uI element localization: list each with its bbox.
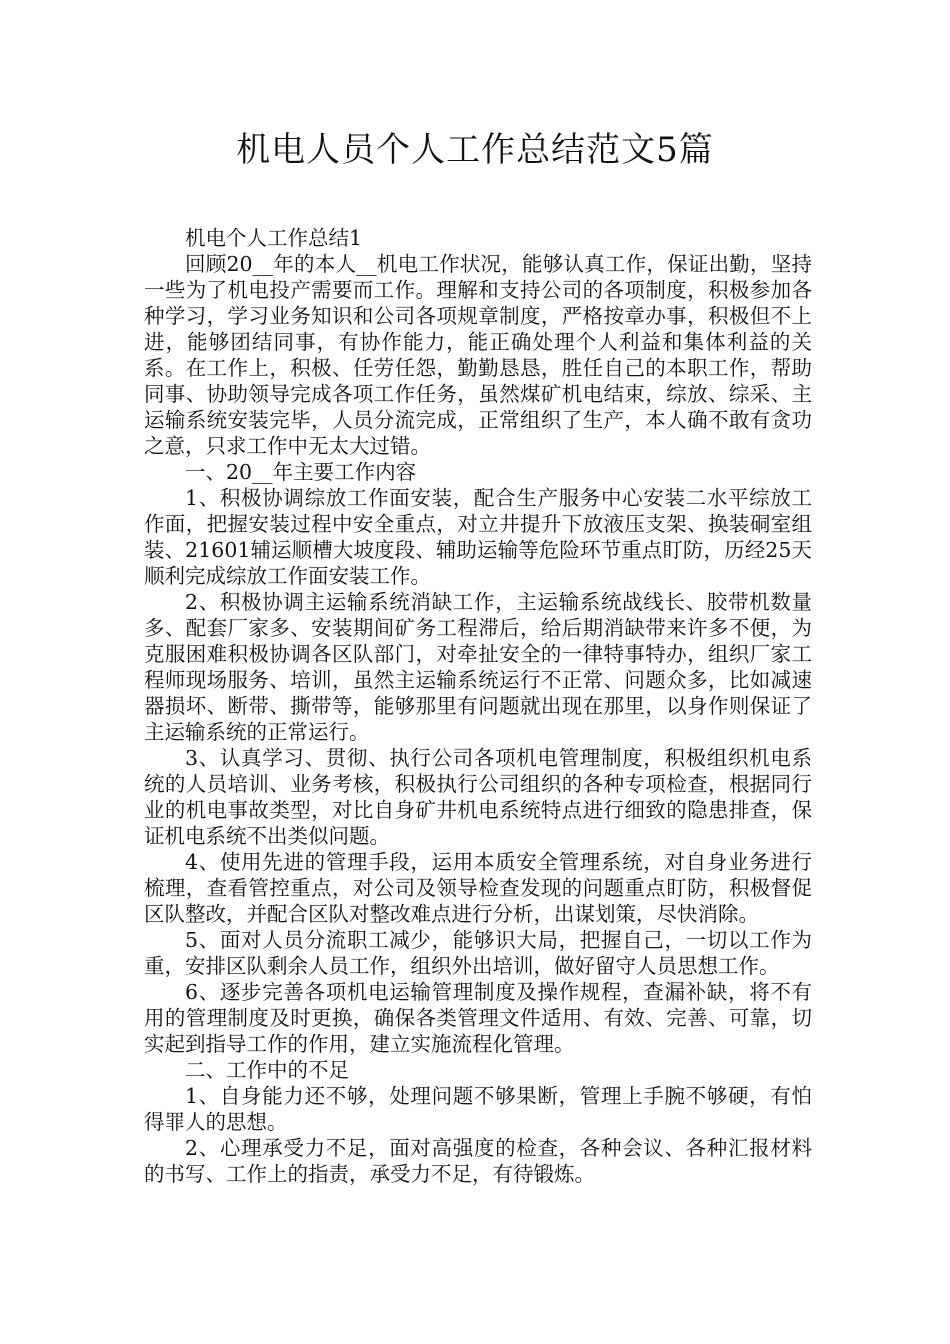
paragraph: 4、使用先进的管理手段，运用本质安全管理系统，对自身业务进行梳理，查看管控重点，对公司及领导检查发现的问题重点盯防，积极督促区队整改，并配合区队对整改难点进行分析，出谋划策，尽快消除。 — [144, 850, 812, 926]
paragraph: 1、积极协调综放工作面安装，配合生产服务中心安装二水平综放工作面，把握安装过程中安全重点，对立井提升下放液压支架、换装硐室组装、21601辅运顺槽大坡度段、辅助运输等危险环节重点盯防，历经25天顺利完成综放工作面安装工作。 — [144, 486, 812, 588]
paragraph: 5、面对人员分流职工减少，能够识大局，把握自己，一切以工作为重，安排区队剩余人员工作，组织外出培训，做好留守人员思想工作。 — [144, 928, 812, 978]
document-body — [144, 225, 812, 1187]
document-title: 机电人员个人工作总结范文5篇 — [236, 130, 714, 170]
paragraph: 3、认真学习、贯彻、执行公司各项机电管理制度，积极组织机电系统的人员培训、业务考核，积极执行公司组织的各种专项检查，根据同行业的机电事故类型，对比自身矿井机电系统特点进行细致的隐患排查，保证机电系统不出类似问题。 — [144, 746, 812, 848]
paragraph: 6、逐步完善各项机电运输管理制度及操作规程，查漏补缺，将不有用的管理制度及时更换，确保各类管理文件适用、有效、完善、可靠，切实起到指导工作的作用，建立实施流程化管理。 — [144, 980, 812, 1056]
section-heading: 二、工作中的不足 — [185, 1058, 349, 1082]
paragraph: 2、积极协调主运输系统消缺工作，主运输系统战线长、胶带机数量多、配套厂家多、安装期间矿务工程滞后，给后期消缺带来许多不便，为克服困难积极协调各区队部门，对牵扯安全的一律特事特办，组织厂家工程师现场服务、培训，虽然主运输系统运行不正常、问题众多，比如减速器损坏、断带、撕带等，能够那里有问题就出现在那里，以身作则保证了主运输系统的正常运行。 — [144, 590, 812, 744]
paragraph: 2、心理承受力不足，面对高强度的检查，各种会议、各种汇报材料的书写、工作上的指责，承受力不足，有待锻炼。 — [144, 1136, 812, 1186]
paragraph: 回顾20__年的本人__机电工作状况，能够认真工作，保证出勤，坚持一些为了机电投产需要而工作。理解和支持公司的各项制度，积极参加各种学习，学习业务知识和公司各项规章制度，严格按章办事，积极但不上进，能够团结同事，有协作能力，能正确处理个人利益和集体利益的关系。在工作上，积极、任劳任怨，勤勤恳恳，胜任自己的本职工作，帮助同事、协助领导完成各项工作任务，虽然煤矿机电结束，综放、综采、主运输系统安装完毕，人员分流完成，正常组织了生产，本人确不敢有贪功之意，只求工作中无太大过错。 — [144, 252, 812, 458]
paragraph: 1、自身能力还不够，处理问题不够果断，管理上手腕不够硬，有怕得罪人的思想。 — [144, 1084, 812, 1134]
section-heading: 机电个人工作总结1 — [185, 226, 363, 250]
section-heading: 一、20__年主要工作内容 — [185, 460, 417, 484]
